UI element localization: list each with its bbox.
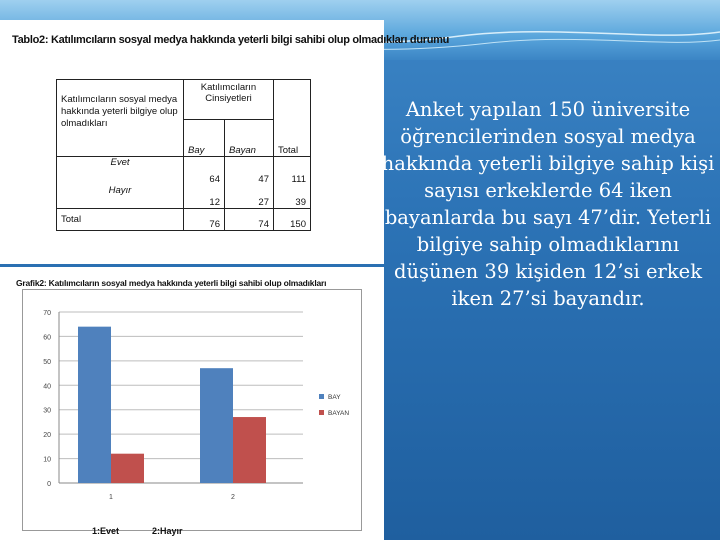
- y-tick-label: 40: [43, 383, 51, 391]
- row-total-label: Total: [57, 209, 184, 231]
- col-total: Total: [274, 119, 311, 156]
- y-tick-label: 60: [43, 334, 51, 342]
- y-tick-label: 20: [43, 432, 51, 440]
- cell-evet-bayan: 47: [225, 157, 274, 185]
- bar-bayan-1: [111, 454, 144, 483]
- legend-label-bayan: BAYAN: [328, 410, 350, 417]
- bar-bayan-2: [233, 417, 266, 483]
- y-tick-label: 70: [43, 310, 51, 317]
- cell-total-bay: 76: [184, 209, 225, 231]
- legend-swatch-bay: [319, 394, 324, 399]
- cell-hayir-bay: 12: [184, 185, 225, 209]
- chart-title: Grafik2: Katılımcıların sosyal medya hakkında yeterli bilgi sahibi olup olmadıkları: [16, 278, 327, 288]
- cell-hayir-total: 39: [274, 185, 311, 209]
- bar-chart: [23, 290, 361, 530]
- y-tick-label: 30: [43, 407, 51, 415]
- x-tick-label: 2: [231, 494, 235, 501]
- row-evet-label: Evet: [57, 157, 184, 185]
- legend-swatch-bayan: [319, 410, 324, 415]
- row-header-cell: Katılımcıların sosyal medya hakkında yeterli bilgiye olup olmadıkları: [57, 80, 184, 157]
- gender-header-cell: Katılımcıların Cinsiyetleri: [184, 80, 274, 120]
- y-tick-label: 50: [43, 358, 51, 366]
- y-tick-label: 0: [47, 481, 51, 488]
- table-title: Tablo2: Katılımcıların sosyal medya hakkında yeterli bilgi sahibi olup olmadıkları durumu: [12, 34, 450, 46]
- survey-table: [56, 79, 311, 231]
- legend-label-bay: BAY: [328, 394, 341, 401]
- bar-bay-1: [78, 327, 111, 483]
- table-panel: [0, 20, 450, 264]
- cell-total-bayan: 74: [225, 209, 274, 231]
- x-tick-label: 1: [109, 494, 113, 501]
- col-bay: Bay: [184, 119, 225, 156]
- footnote-evet: 1:Evet: [92, 526, 120, 536]
- bar-bay-2: [200, 368, 233, 483]
- empty-header-cell: [274, 80, 311, 120]
- row-hayir-label: Hayır: [57, 185, 184, 209]
- chart-frame: [22, 289, 362, 531]
- summary-text: Anket yapılan 150 üniversite öğrencilerinden sosyal medya hakkında yeterli bilgiye sahip kişi sayısı erkeklerde 64 iken bayanlarda bu sayı 47’dir. Yeterli bilgiye sahip olmadıklarını düşünen 39 kişiden 12’si erkek iken 27’si bayandır.: [381, 98, 715, 310]
- cell-total-total: 150: [274, 209, 311, 231]
- col-bayan: Bayan: [225, 119, 274, 156]
- y-tick-label: 10: [43, 456, 51, 464]
- cell-hayir-bayan: 27: [225, 185, 274, 209]
- footnote-hayir: 2:Hayır: [152, 526, 183, 536]
- chart-panel: [0, 267, 384, 540]
- cell-evet-total: 111: [274, 157, 311, 185]
- cell-evet-bay: 64: [184, 157, 225, 185]
